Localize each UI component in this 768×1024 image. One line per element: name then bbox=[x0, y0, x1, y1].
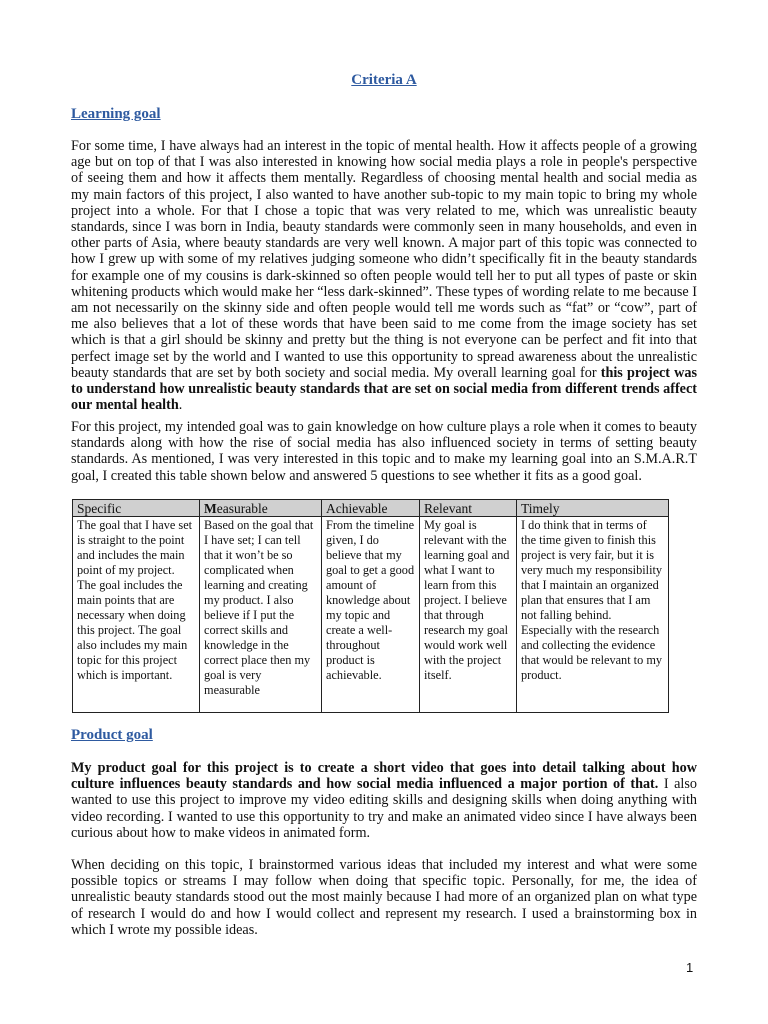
header-measurable bbox=[200, 500, 322, 517]
paragraph-bold-text: My product goal for this project is to create a short video that goes into detail talking about how culture influences beauty standards and how social media influenced a major portion of that. bbox=[71, 760, 697, 793]
cell-achievable: From the timeline given, I do believe that my goal to get a good amount of knowledge about my topic and create a well- throughout product is achievable. bbox=[322, 517, 420, 713]
product-goal-paragraph-1 bbox=[71, 760, 697, 841]
smart-goal-table bbox=[72, 499, 669, 713]
header-measurable-rest: easurable bbox=[216, 500, 268, 516]
product-goal-paragraph-2: When deciding on this topic, I brainstormed various ideas that included my interest and what were some possible topics or streams I may follow when doing that specific topic. Personally, for me, the idea of unrealistic beauty standards stood out the most mainly because I had more of an organized plan on what type of research I would do and how I would collect and represent my research. I used a brainstorming box in which I wrote my possible ideas. bbox=[71, 857, 697, 938]
learning-goal-paragraph-2: For this project, my intended goal was to gain knowledge on how culture plays a role when it comes to beauty standards along with how the rise of social media has also influenced society in terms of setting beauty standards. As mentioned, I was very interested in this topic and to make my learning goal into an S.M.A.R.T goal, I created this table shown below and answered 5 questions to see whether it fits as a good goal. bbox=[71, 419, 697, 484]
cell-measurable: Based on the goal that I have set; I can tell that it won’t be so complicated when learning and creating my product. I also believe if I put the correct skills and knowledge in the correct place then my goal is very measurable bbox=[200, 517, 322, 713]
cell-relevant: My goal is relevant with the learning goal and what I want to learn from this project. I believe that through research my goal would work well with the project itself. bbox=[420, 517, 517, 713]
paragraph-text: I also wanted to use this project to improve my video editing skills and designing skills when doing anything with video recording. I wanted to use this opportunity to try and make an animated video since I have always been curious about how to make videos in animated form. bbox=[71, 776, 697, 841]
learning-goal-heading: Learning goal bbox=[71, 106, 161, 122]
table-row bbox=[73, 517, 669, 713]
header-timely: Timely bbox=[517, 500, 669, 517]
cell-specific: The goal that I have set is straight to the point and includes the main point of my project. The goal includes the main points that are necessary when doing this project. The goal also includes my main topic for this project which is important. bbox=[73, 517, 200, 713]
paragraph-text: For some time, I have always had an interest in the topic of mental health. How it affects people of a growing age but on top of that I was also interested in knowing how social media plays a role in people's perspective of seeing them and how it affects them mentally. Regardless of choosing mental health and social media as my main factors of this project, I also wanted to have another sub-topic to my main topic to bring my whole project into a whole. For that I chose a topic that was very related to me, which was unrealistic beauty standards, since I was born in India, beauty standards were commonly seen in many households, and even in other parts of Asia, where beauty standards are very well known. A major part of this topic was connected to how I grew up with some of my relatives judging someone who didn’t specifically fit in the beauty standards for example one of my cousins is dark-skinned so often people would tell her to put all types of paste or skin whitening products which would make her “less dark-skinned”. These types of wording relate to me because I am not necessarily on the skinny side and often people would tell me words such as “fat” or “cow”, part of me also believes that a lot of these words that have been said to me come from the image society has set which is that a girl should be skinny and pretty but the thing is not everyone can be perfect and fit into that perfect image set by the world and I wanted to use this opportunity to spread awareness about the unrealistic beauty standards that are set by both society and social media. My overall learning goal for bbox=[71, 138, 697, 381]
header-specific: Specific bbox=[73, 500, 200, 517]
table-header-row bbox=[73, 500, 669, 517]
page-number: 1 bbox=[686, 960, 694, 975]
header-measurable-initial: M bbox=[204, 500, 217, 516]
cell-timely: I do think that in terms of the time given to finish this project is very fair, but it is very much my responsibility that I maintain an organized plan that ensures that I am not falling behind. Especially with the research and collecting the evidence that would be relevant to my product. bbox=[517, 517, 669, 713]
product-goal-heading: Product goal bbox=[71, 727, 153, 743]
page-title: Criteria A bbox=[351, 72, 417, 88]
learning-goal-paragraph-1 bbox=[71, 138, 697, 413]
header-relevant: Relevant bbox=[420, 500, 517, 517]
paragraph-end: . bbox=[178, 397, 183, 414]
paragraph-bold-text: this project was to understand how unrealistic beauty standards that are set on social media from different trends affect our mental health bbox=[71, 364, 697, 414]
header-achievable: Achievable bbox=[322, 500, 420, 517]
